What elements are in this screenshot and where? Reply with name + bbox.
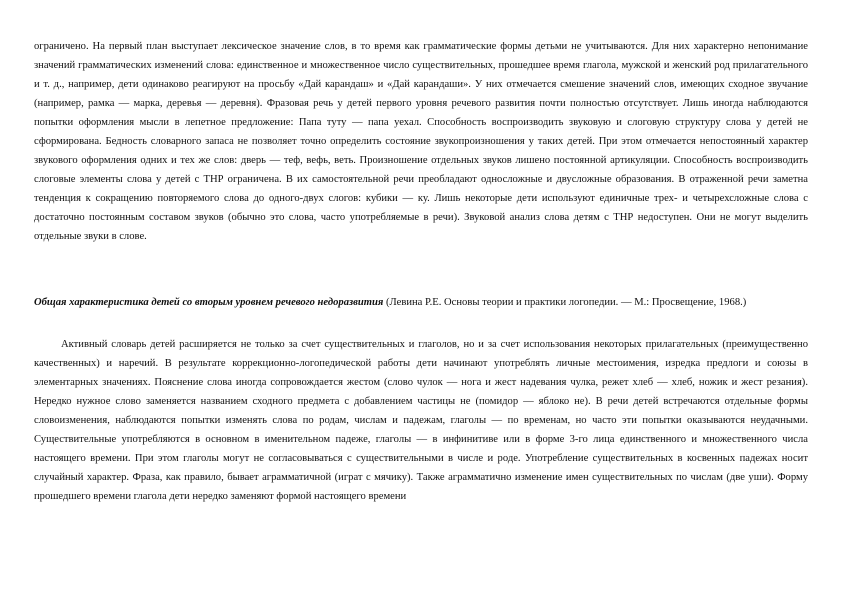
paragraph-second-level-speech: Активный словарь детей расширяется не только за счет существительных и глаголов, но и за счет использования некоторых прилагательных (преимущественно качественных) и наречий. В результате коррекционно-логопедической работы дети начинают употреблять личные местоимения, изредка предлоги и союзы в элементарных значениях. Пояснение слова иногда сопровождается жестом (слово чулок — нога и жест надевания чулка, режет хлеб — хлеб, ножик и жест резания). Нередко нужное слово заменяется названием сходного предмета с добавлением частицы не (помидор — яблоко не). В речи детей встречаются отдельные формы словоизменения, наблюдаются попытки изменять слова по родам, числам и падежам, глаголы — по временам, но часто эти попытки оказываются неудачными. Существительные употребляются в основном в именительном падеже, глаголы — в инфинитиве или в форме 3-го лица единственного и множественного числа настоящего времени. При этом глаголы могут не согласовываться с существительными в числе и роде. Употребление существительных в косвенных падежах носит случайный характер. Фраза, как правило, бывает аграмматичной (играт с мячику). Также аграмматично изменение имен существительных по числам (две уши). Форму прошедшего времени глагола дети нередко заменяют формой настоящего времени bbox=[34, 339, 808, 502]
section-heading-paragraph bbox=[34, 293, 808, 331]
section-heading: Общая характеристика детей со вторым уровнем речевого недоразвития bbox=[34, 297, 384, 308]
paragraph-first-level-speech: ограничено. На первый план выступает лексическое значение слов, в то время как грамматические формы детьми не учитываются. Для них характерно непонимание значений грамматических изменений слова: единственное и множественное число существительных, прошедшее время глагола, мужской и женский род прилагательного и т. д., например, дети одинаково реагируют на просьбу «Дай карандаш» и «Дай карандаши». У них отмечается смешение значений слов, имеющих сходное звучание (например, рамка — марка, деревья — деревня). Фразовая речь у детей первого уровня речевого развития почти полностью отсутствует. Лишь иногда наблюдаются попытки оформления мысли в лепетное предложение: Папа туту — папа уехал. Способность воспроизводить звуковую и слоговую структуру слова у детей не сформирована. Бедность словарного запаса не позволяет точно определить состояние звукопроизношения у таких детей. При этом отмечается непостоянный характер звукового оформления одних и тех же слов: дверь — теф, вефь, веть. Произношение отдельных звуков лишено постоянной артикуляции. Способность воспроизводить слоговые элементы слова у детей с ТНР ограничена. В их самостоятельной речи преобладают односложные и двусложные образования. В отраженной речи заметна тенденция к сокращению повторяемого слова до одного-двух слогов: кубики — ку. Лишь некоторые дети используют единичные трех- и четырехсложные слова с достаточно постоянным составом звуков (обычно это слова, часто употребляемые в речи). Звуковой анализ слова детям с ТНР недоступен. Они не могут выделить отдельные звуки в слове. bbox=[34, 41, 808, 242]
heading-citation: (Левина Р.Е. Основы теории и практики логопедии. — М.: Просвещение, 1968.) bbox=[383, 297, 747, 308]
